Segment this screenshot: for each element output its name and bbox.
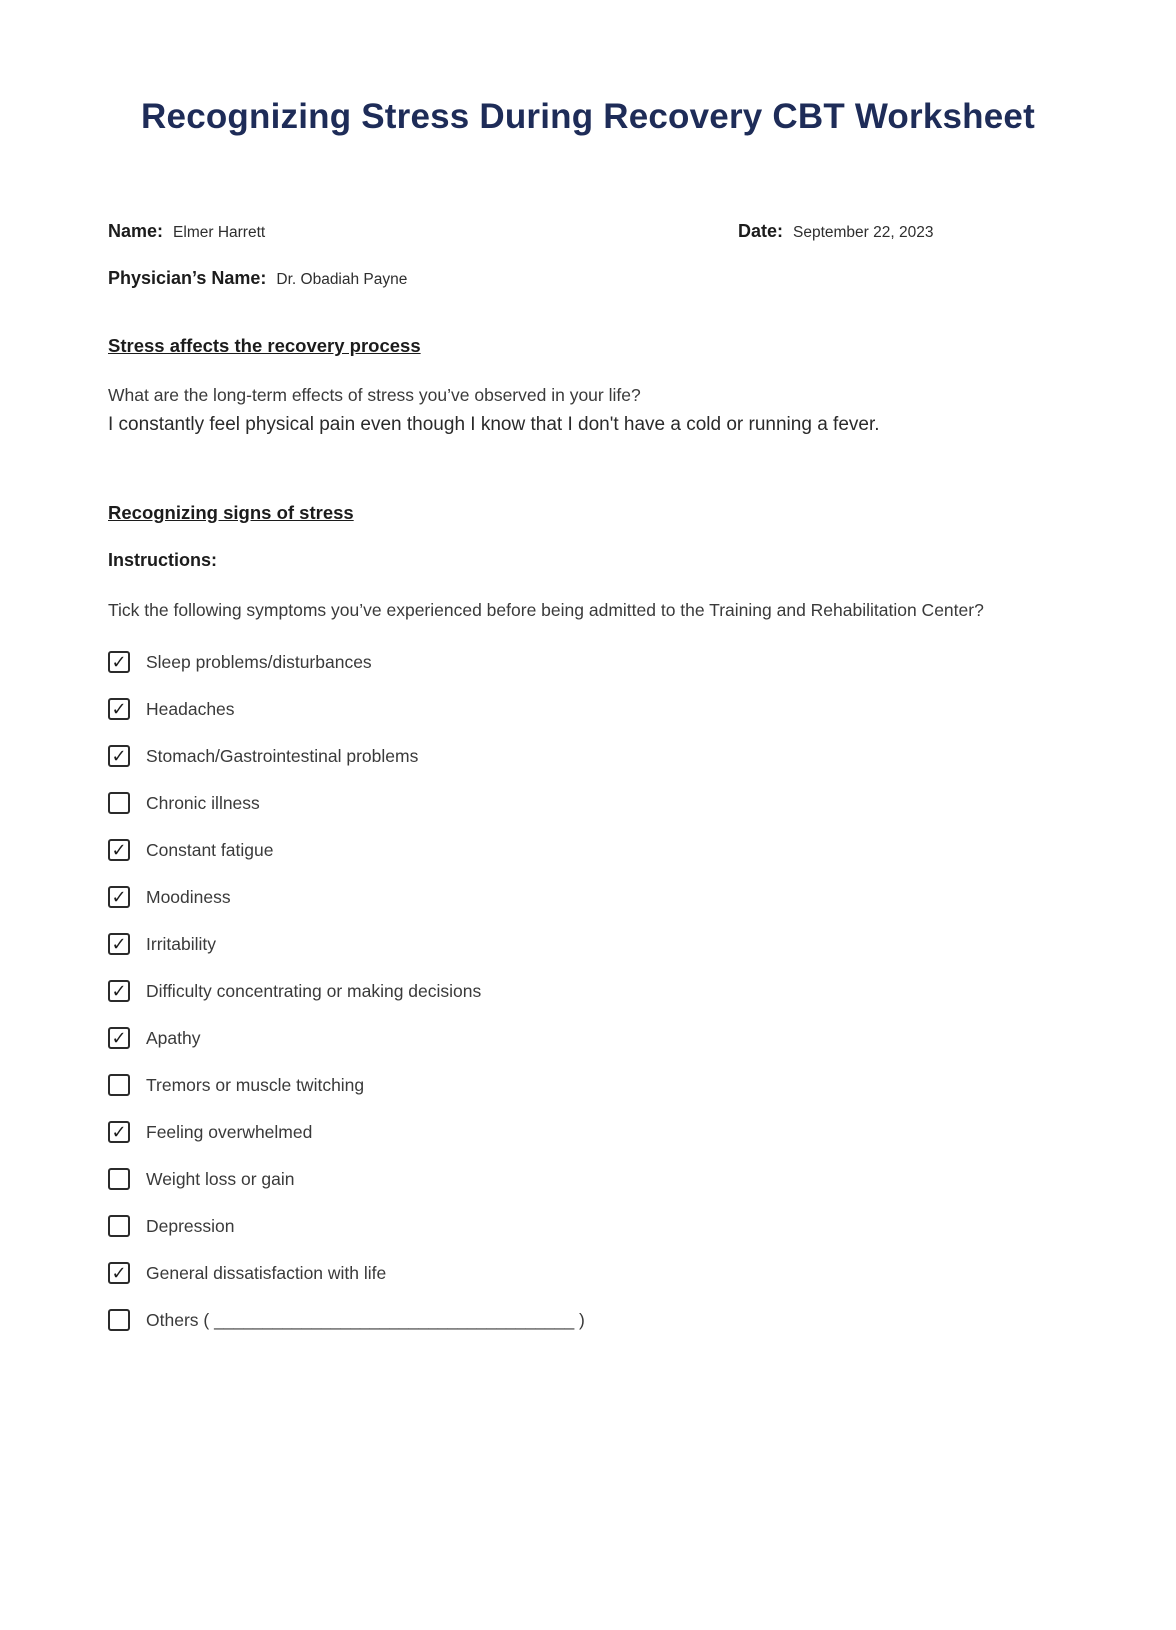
physician-row xyxy=(108,268,1068,289)
checkbox-depression[interactable] xyxy=(108,1215,130,1237)
instructions-text: Tick the following symptoms you’ve experienced before being admitted to the Training and Rehabilitation Center? xyxy=(108,599,984,620)
section-heading-recognizing-signs: Recognizing signs of stress xyxy=(108,501,354,523)
long-term-effects-question: What are the long-term effects of stress you’ve observed in your life? xyxy=(108,384,641,405)
checklist-item-label: Depression xyxy=(146,1215,235,1236)
checklist-item-label: Weight loss or gain xyxy=(146,1168,295,1189)
checklist-item-label: Headaches xyxy=(146,698,235,719)
checklist-item xyxy=(108,745,1068,767)
date-label: Date: xyxy=(738,220,784,241)
name-date-row xyxy=(108,221,1068,242)
name-label: Name: xyxy=(108,220,164,241)
page-title: Recognizing Stress During Recovery CBT Worksheet xyxy=(141,97,1035,136)
checkbox-chronic-illness[interactable] xyxy=(108,792,130,814)
date-group xyxy=(738,221,1068,242)
checklist-item-label: Others ( _____________________________________ ) xyxy=(146,1309,585,1330)
checklist-item-label: Moodiness xyxy=(146,886,231,907)
checklist-item xyxy=(108,698,1068,720)
checkbox-stomach-problems[interactable] xyxy=(108,745,130,767)
checkbox-tremors[interactable] xyxy=(108,1074,130,1096)
checklist-item-label: Difficulty concentrating or making decisions xyxy=(146,980,482,1001)
section-heading-stress-effects: Stress affects the recovery process xyxy=(108,334,421,356)
checklist-item xyxy=(108,1121,1068,1143)
checkbox-general-dissatisfaction[interactable] xyxy=(108,1262,130,1284)
checklist-item xyxy=(108,980,1068,1002)
checklist-item xyxy=(108,1309,1068,1331)
checklist-item xyxy=(108,933,1068,955)
checkbox-irritability[interactable] xyxy=(108,933,130,955)
checklist-item xyxy=(108,1027,1068,1049)
checkbox-others[interactable] xyxy=(108,1309,130,1331)
checklist-item xyxy=(108,792,1068,814)
checkbox-constant-fatigue[interactable] xyxy=(108,839,130,861)
date-value: September 22, 2023 xyxy=(793,223,934,241)
checklist-item xyxy=(108,1215,1068,1237)
checklist-item xyxy=(108,886,1068,908)
checkbox-apathy[interactable] xyxy=(108,1027,130,1049)
checklist-item-label: Sleep problems/disturbances xyxy=(146,651,372,672)
checklist-item xyxy=(108,1262,1068,1284)
checkbox-weight-loss-gain[interactable] xyxy=(108,1168,130,1190)
checkbox-moodiness[interactable] xyxy=(108,886,130,908)
checklist-item-label: Chronic illness xyxy=(146,792,260,813)
long-term-effects-answer: I constantly feel physical pain even though I know that I don't have a cold or running a fever. xyxy=(108,414,880,436)
checklist-item xyxy=(108,1168,1068,1190)
checkbox-difficulty-concentrating[interactable] xyxy=(108,980,130,1002)
checkbox-sleep-problems[interactable] xyxy=(108,651,130,673)
checklist-item-label: General dissatisfaction with life xyxy=(146,1262,387,1283)
checkbox-headaches[interactable] xyxy=(108,698,130,720)
checklist-item-label: Constant fatigue xyxy=(146,839,274,860)
instructions-label: Instructions: xyxy=(108,549,218,570)
symptom-checklist xyxy=(108,651,1068,1331)
checklist-item-label: Stomach/Gastrointestinal problems xyxy=(146,745,419,766)
checklist-item-label: Feeling overwhelmed xyxy=(146,1121,313,1142)
checklist-item xyxy=(108,651,1068,673)
checkbox-feeling-overwhelmed[interactable] xyxy=(108,1121,130,1143)
name-value: Elmer Harrett xyxy=(173,223,266,241)
checklist-item-label: Tremors or muscle twitching xyxy=(146,1074,365,1095)
physician-value: Dr. Obadiah Payne xyxy=(276,270,408,288)
checklist-item-label: Irritability xyxy=(146,933,217,954)
checklist-item xyxy=(108,1074,1068,1096)
physician-label: Physician’s Name: xyxy=(108,267,267,288)
checklist-item xyxy=(108,839,1068,861)
checklist-item-label: Apathy xyxy=(146,1027,201,1048)
